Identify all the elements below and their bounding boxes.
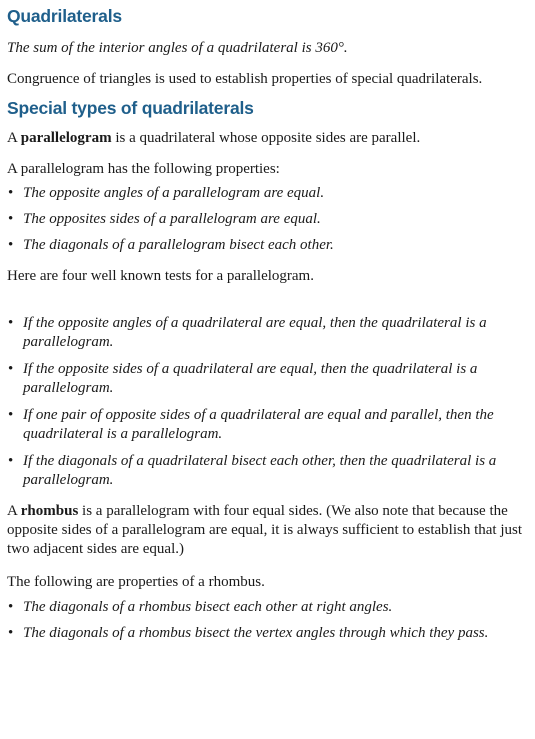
bullet-icon: • <box>8 185 14 201</box>
test-text: If the opposite angles of a quadrilateral are equal, then the quadrilateral is a parallelogram. <box>23 315 487 350</box>
bullet-icon: • <box>8 237 14 253</box>
bullet-icon: • <box>8 407 14 423</box>
list-item <box>7 624 531 643</box>
parallelogram-tests-intro: Here are four well known tests for a parallelogram. <box>7 268 314 284</box>
rhombus-property-text: The diagonals of a rhombus bisect each other at right angles. <box>23 599 393 615</box>
rhombus-def-suffix: is a parallelogram with four equal sides. (We also note that because the opposite sides of a parallelogram are equal, it is always sufficient to establish that just two adjacent sides are equal.) <box>7 503 523 557</box>
list-item <box>7 406 531 444</box>
bullet-icon: • <box>8 625 14 641</box>
heading-quadrilaterals: Quadrilaterals <box>7 6 122 26</box>
angle-sum-statement: The sum of the interior angles of a quadrilateral is 360°. <box>7 40 348 56</box>
rhombus-properties-list <box>7 598 531 643</box>
list-item <box>7 236 531 255</box>
parallelogram-tests-list <box>7 314 531 490</box>
term-rhombus: rhombus <box>20 503 79 519</box>
bullet-icon: • <box>8 361 14 377</box>
list-item <box>7 314 531 352</box>
rhombus-definition <box>7 502 531 559</box>
parallelogram-properties-intro: A parallelogram has the following properties: <box>7 161 280 177</box>
list-item <box>7 598 531 617</box>
bullet-icon: • <box>8 211 14 227</box>
property-text: The diagonals of a parallelogram bisect each other. <box>23 237 334 253</box>
list-item <box>7 184 531 203</box>
property-text: The opposite angles of a parallelogram are equal. <box>23 185 325 201</box>
document-page <box>7 0 531 643</box>
bullet-icon: • <box>8 315 14 331</box>
list-item <box>7 210 531 229</box>
test-text: If the diagonals of a quadrilateral bisect each other, then the quadrilateral is a parallelogram. <box>23 453 497 488</box>
parallelogram-properties-list <box>7 184 531 255</box>
parallelogram-definition <box>7 129 531 148</box>
list-item <box>7 452 531 490</box>
test-text: If the opposite sides of a quadrilateral are equal, then the quadrilateral is a parallelogram. <box>23 361 478 396</box>
test-text: If one pair of opposite sides of a quadrilateral are equal and parallel, then the quadrilateral is a parallelogram. <box>23 407 494 442</box>
property-text: The opposites sides of a parallelogram are equal. <box>23 211 321 227</box>
list-item <box>7 360 531 398</box>
bullet-icon: • <box>8 599 14 615</box>
parallelogram-def-suffix: is a quadrilateral whose opposite sides are parallel. <box>111 130 421 146</box>
rhombus-properties-intro: The following are properties of a rhombus. <box>7 574 265 590</box>
term-parallelogram: parallelogram <box>20 130 112 146</box>
rhombus-def-prefix: A <box>7 503 21 519</box>
congruence-statement: Congruence of triangles is used to establish properties of special quadrilaterals. <box>7 71 483 87</box>
bullet-icon: • <box>8 453 14 469</box>
rhombus-property-text: The diagonals of a rhombus bisect the vertex angles through which they pass. <box>23 625 489 641</box>
parallelogram-def-prefix: A <box>7 130 21 146</box>
heading-special-types: Special types of quadrilaterals <box>7 98 254 118</box>
